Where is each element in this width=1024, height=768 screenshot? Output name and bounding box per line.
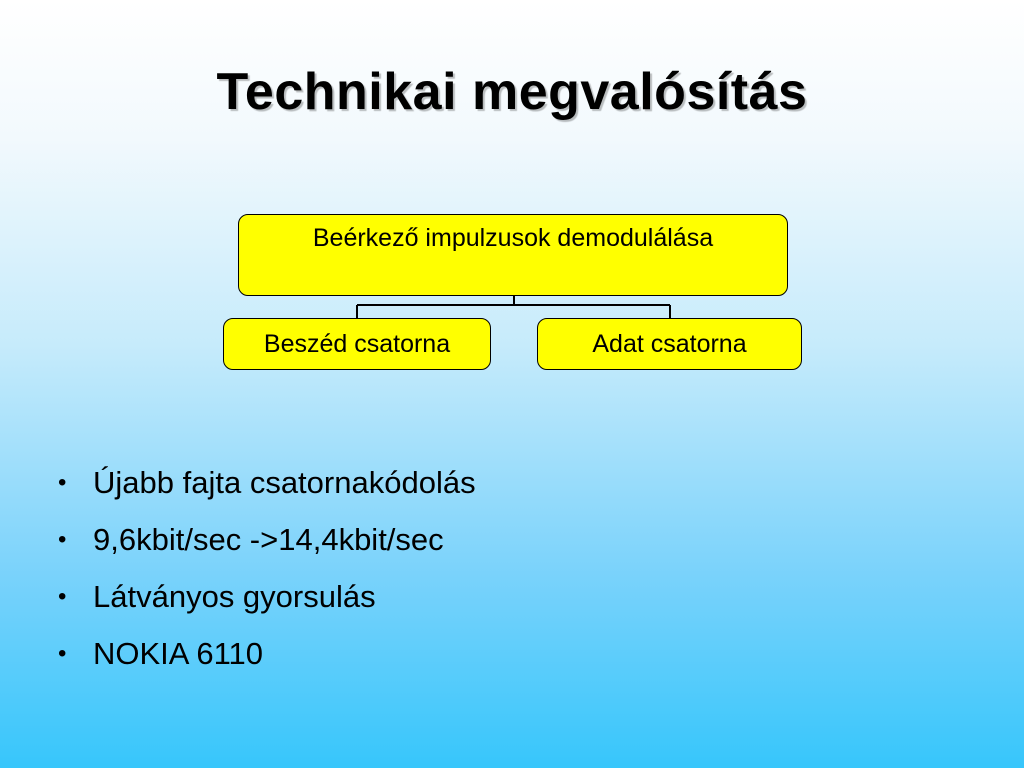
bullet-item <box>52 511 476 568</box>
bullet-dot-icon: • <box>58 583 67 610</box>
bullet-dot-icon: • <box>58 640 67 667</box>
org-chart-root-box: Beérkező impulzusok demodulálása <box>238 214 788 296</box>
org-chart-child-voice-box: Beszéd csatorna <box>223 318 491 370</box>
bullet-list <box>52 454 476 682</box>
bullet-item <box>52 454 476 511</box>
bullet-text: NOKIA 6110 <box>93 636 264 671</box>
bullet-item <box>52 568 476 625</box>
bullet-dot-icon: • <box>58 469 67 496</box>
bullet-text: Látványos gyorsulás <box>93 579 376 614</box>
bullet-text: 9,6kbit/sec ->14,4kbit/sec <box>93 522 444 557</box>
bullet-item <box>52 625 476 682</box>
slide-title: Technikai megvalósítás <box>216 63 808 121</box>
bullet-dot-icon: • <box>58 526 67 553</box>
org-chart-child-data-box: Adat csatorna <box>537 318 802 370</box>
bullet-text: Újabb fajta csatornakódolás <box>93 465 476 500</box>
